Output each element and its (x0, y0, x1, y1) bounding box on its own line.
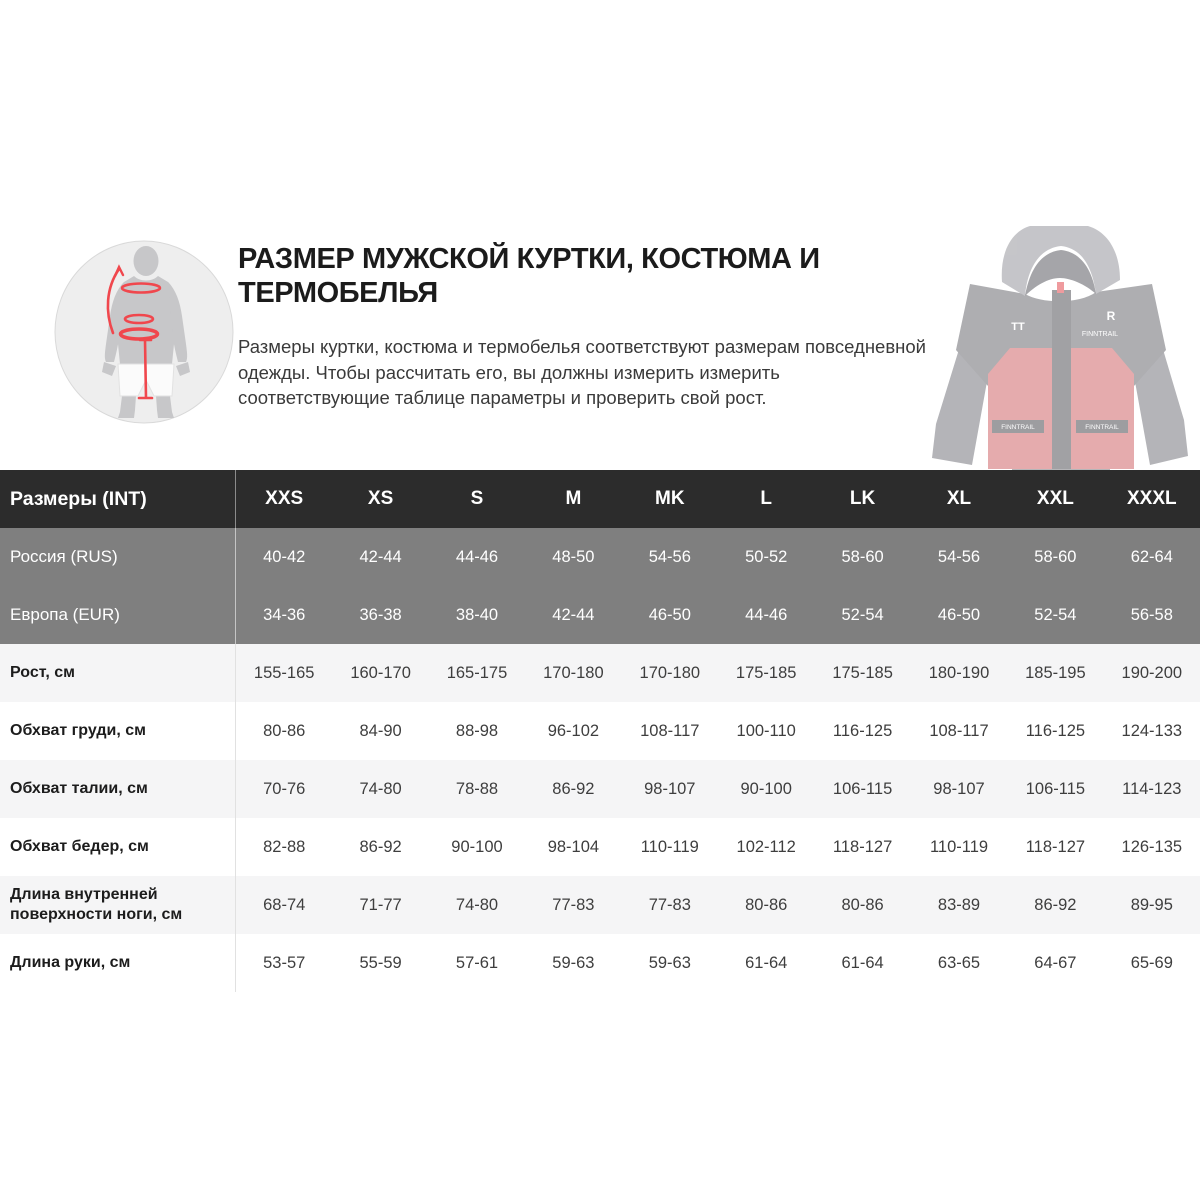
row-label: Обхват талии, см (0, 760, 236, 818)
row-label: Рост, см (0, 644, 236, 702)
measurement-value-cell: 78-88 (455, 779, 499, 798)
row-label: Обхват бедер, см (0, 818, 236, 876)
measurement-value-cell: 80-86 (263, 721, 306, 740)
measurement-value-cell: 86-92 (1034, 895, 1077, 914)
size-value-cell: 62-64 (1130, 547, 1173, 566)
measurement-value-cell: 53-57 (263, 953, 306, 972)
measurement-value-cell: 59-63 (552, 953, 595, 972)
size-value-cell: 52-54 (1034, 605, 1077, 624)
size-value-cell: 46-50 (648, 605, 691, 624)
measurement-value-cell: 77-83 (552, 895, 595, 914)
measurement-value-cell: 59-63 (648, 953, 691, 972)
measurement-value-cell: 165-175 (446, 663, 508, 682)
measurement-value-cell: 96-102 (547, 721, 600, 740)
measurement-value-cell: 88-98 (455, 721, 499, 740)
measurement-value-cell: 100-110 (736, 721, 796, 740)
column-header-XXS: XXS (265, 488, 304, 509)
jacket-photo (930, 224, 1192, 470)
size-value-cell: 50-52 (745, 547, 788, 566)
size-value-cell: 54-56 (937, 547, 981, 566)
jacket-pocket-left-logo: FINNTRAIL (1001, 424, 1035, 431)
size-value-cell: 58-60 (841, 547, 884, 566)
measurement-row (0, 702, 1200, 760)
size-value-cell: 42-44 (552, 605, 595, 624)
size-value-cell: 38-40 (455, 605, 499, 624)
measurement-value-cell: 185-195 (1025, 663, 1086, 682)
size-value-cell: 46-50 (937, 605, 981, 624)
row-label: Обхват груди, см (0, 702, 236, 760)
measurement-value-cell: 70-76 (263, 779, 306, 798)
measurement-value-cell: 90-100 (451, 837, 503, 856)
jacket-illustration (930, 224, 1192, 470)
measurement-row (0, 876, 1200, 934)
measurement-value-cell: 68-74 (263, 895, 306, 914)
measurement-value-cell: 61-64 (841, 953, 884, 972)
measurement-row (0, 818, 1200, 876)
column-header-MK: MK (655, 488, 685, 509)
measurement-value-cell: 170-180 (543, 663, 604, 682)
measurement-value-cell: 110-119 (640, 837, 699, 856)
measurement-value-cell: 114-123 (1122, 779, 1182, 798)
measurement-row (0, 760, 1200, 818)
row-label: Европа (EUR) (0, 586, 236, 644)
measurement-value-cell: 116-125 (832, 721, 893, 740)
jacket-chest-right-logo: R (1106, 309, 1116, 323)
column-header-S: S (470, 488, 484, 509)
measurement-value-cell: 84-90 (359, 721, 402, 740)
measurement-value-cell: 106-115 (1025, 779, 1086, 798)
measurement-value-cell: 180-190 (928, 663, 990, 682)
size-value-cell: 44-46 (745, 605, 788, 624)
measurement-value-cell: 102-112 (736, 837, 796, 856)
measurement-value-cell: 89-95 (1130, 895, 1173, 914)
intro-section (0, 0, 1200, 470)
measurement-value-cell: 57-61 (455, 953, 499, 972)
measurement-value-cell: 86-92 (359, 837, 402, 856)
measurement-value-cell: 64-67 (1034, 953, 1077, 972)
measurement-value-cell: 155-165 (253, 663, 315, 682)
page-description: Размеры куртки, костюма и термобелья соответствуют размерам повседневной одежды. Чтобы рассчитать его, вы должны измерить измерить соответствующие таблице параметры и проверить свой рост. (238, 336, 926, 408)
measurement-value-cell: 170-180 (639, 663, 701, 682)
body-measurement-icon (54, 240, 234, 424)
size-value-cell: 34-36 (263, 605, 306, 624)
measurement-value-cell: 55-59 (359, 953, 402, 972)
measurement-value-cell: 71-77 (359, 895, 402, 914)
measurement-value-cell: 90-100 (740, 779, 792, 798)
measurement-value-cell: 98-107 (933, 779, 985, 798)
row-label: Длина руки, см (0, 934, 236, 992)
size-value-cell: 56-58 (1130, 605, 1173, 624)
row-label: Длина внутренней поверхности ноги, см (0, 876, 236, 934)
column-header-LK: LK (849, 488, 876, 509)
size-value-cell: 48-50 (552, 547, 595, 566)
page-title: РАЗМЕР МУЖСКОЙ КУРТКИ, КОСТЮМА И ТЕРМОБЕЛЬЯ (238, 243, 820, 309)
size-system-row (0, 586, 1200, 644)
measurement-value-cell: 80-86 (745, 895, 788, 914)
measurement-value-cell: 74-80 (455, 895, 499, 914)
size-value-cell: 40-42 (263, 547, 306, 566)
size-table (0, 470, 1200, 992)
measurement-value-cell: 98-107 (644, 779, 696, 798)
measurement-value-cell: 83-89 (937, 895, 981, 914)
size-value-cell: 58-60 (1034, 547, 1077, 566)
measurement-value-cell: 77-83 (648, 895, 691, 914)
jacket-chest-center-logo: FINNTRAIL (1081, 331, 1119, 338)
size-system-row (0, 528, 1200, 586)
intro-text-block (238, 242, 926, 411)
measurement-value-cell: 190-200 (1121, 663, 1183, 682)
size-value-cell: 52-54 (841, 605, 884, 624)
column-header-M: M (565, 488, 582, 509)
size-value-cell: 54-56 (648, 547, 691, 566)
column-header-XL: XL (946, 488, 972, 509)
measurement-value-cell: 160-170 (350, 663, 411, 682)
measurement-row (0, 934, 1200, 992)
jacket-pocket-right-logo: FINNTRAIL (1085, 424, 1119, 431)
measurement-value-cell: 108-117 (929, 721, 989, 740)
measurement-value-cell: 106-115 (832, 779, 893, 798)
measurement-value-cell: 108-117 (640, 721, 700, 740)
table-corner-label: Размеры (INT) (0, 470, 236, 528)
measurement-value-cell: 65-69 (1130, 953, 1173, 972)
measurement-value-cell: 98-104 (547, 837, 600, 856)
measurement-value-cell: 86-92 (552, 779, 595, 798)
column-header-XS: XS (367, 488, 394, 509)
measurement-value-cell: 63-65 (937, 953, 981, 972)
measurement-value-cell: 80-86 (841, 895, 884, 914)
measurement-row (0, 644, 1200, 702)
measurement-value-cell: 118-127 (832, 837, 893, 856)
measurement-value-cell: 175-185 (735, 663, 797, 682)
measurement-value-cell: 110-119 (929, 837, 989, 856)
jacket-chest-left-logo: TT (1011, 321, 1025, 333)
measurement-value-cell: 82-88 (263, 837, 306, 856)
measurement-value-cell: 74-80 (359, 779, 402, 798)
row-label: Россия (RUS) (0, 528, 236, 586)
measurement-value-cell: 118-127 (1025, 837, 1086, 856)
size-value-cell: 42-44 (359, 547, 402, 566)
body-measurement-illustration (54, 240, 234, 424)
measurement-value-cell: 175-185 (832, 663, 893, 682)
column-header-XXL: XXL (1036, 488, 1074, 509)
column-header-L: L (760, 488, 772, 509)
column-header-XXXL: XXXL (1126, 488, 1177, 509)
size-value-cell: 44-46 (455, 547, 499, 566)
measurement-value-cell: 126-135 (1121, 837, 1183, 856)
table-header-row (0, 470, 1200, 528)
size-value-cell: 36-38 (359, 605, 402, 624)
measurement-value-cell: 116-125 (1025, 721, 1086, 740)
measurement-value-cell: 124-133 (1121, 721, 1183, 740)
measurement-value-cell: 61-64 (745, 953, 788, 972)
